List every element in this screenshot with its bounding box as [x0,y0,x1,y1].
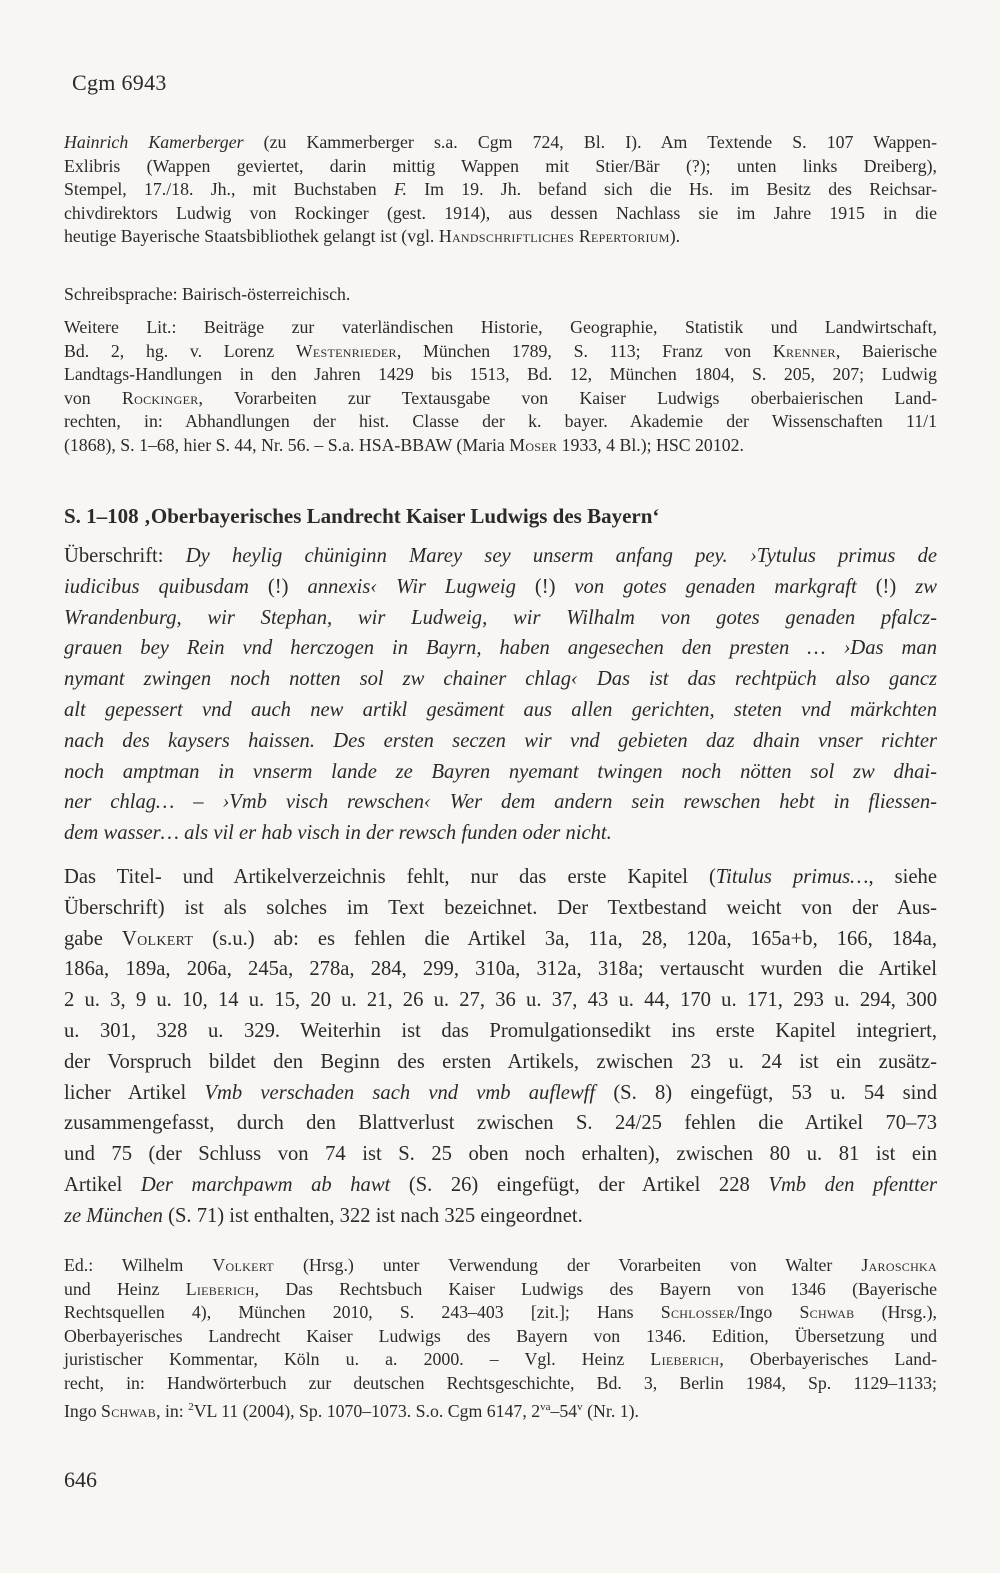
edition-line: juristischer Kommentar, Köln u. a. 2000. – Vgl. Heinz Lieberich, Oberbayerisches Land- [64,1349,937,1370]
edition-line: Oberbayerisches Landrecht Kaiser Ludwigs des Bayern von 1346. Edition, Übersetzung und [64,1325,937,1346]
edition-line: und Heinz Lieberich, Das Rechtsbuch Kaiser Ludwigs des Bayern von 1346 (Bayerische [64,1278,937,1299]
provenance-line: Exlibris (Wappen geviertet, darin mittig Wappen mit Stier/Bär (?); unten links Dreiberg), [64,155,937,176]
weitere-literatur-paragraph [64,316,937,458]
edition-line: Rechtsquellen 4), München 2010, S. 243–403 [zit.]; Hans Schlosser/Ingo Schwab (Hrsg.), [64,1302,937,1323]
beschreibung-line: Das Titel- und Artikelverzeichnis fehlt, nur das erste Kapitel (Titulus primus…, siehe [64,866,937,888]
beschreibung-line: licher Artikel Vmb verschaden sach vnd vmb auflewff (S. 8) eingefügt, 53 u. 54 sind [64,1081,937,1104]
beschreibung-line: 186a, 189a, 206a, 245a, 278a, 284, 299, 310a, 312a, 318a; vertauscht wurden die Artikel [64,958,937,981]
section-heading: S. 1–108 ‚Oberbayerisches Landrecht Kaiser Ludwigs des Bayern‘ [64,504,660,528]
literature-line: Weitere Lit.: Beiträge zur vaterländischen Historie, Geographie, Statistik und Landwirtschaft, [64,317,937,337]
ueberschrift-line: alt gepessert vnd auch new artikl gesäment aus allen gerichten, steten vnd märkchten [64,698,937,721]
running-head: Cgm 6943 [72,70,167,95]
ueberschrift-line: grauen bey Rein vnd herczogen in Bayrn, haben angesechen den presten … ›Das man [64,637,937,660]
provenance-line: chivdirektors Ludwig von Rockinger (gest. 1914), aus dessen Nachlass sie im Jahre 1915 in die [64,202,937,223]
literature-line: Landtags-Handlungen in den Jahren 1429 bis 1513, Bd. 12, München 1804, S. 205, 207; Ludwig [64,364,937,385]
ueberschrift-line: dem wasser… als vil er hab visch in der rewsch funden oder nicht. [64,822,612,845]
beschreibung-line: der Vorspruch bildet den Beginn des ersten Artikels, zwischen 23 u. 24 ist ein zusätz- [64,1050,937,1073]
provenance-line: heutige Bayerische Staatsbibliothek gelangt ist (vgl. Handschriftliches Repertorium). [64,226,681,247]
ueberschrift-line: nymant zwingen noch notten sol zw chainer chlag‹ Das ist das rechtpüch also gancz [64,668,937,691]
literature-line: Bd. 2, hg. v. Lorenz Westenrieder, München 1789, S. 113; Franz von Krenner, Baierische [64,340,938,361]
edition-line: Ingo Schwab, in: $^2$VL 11 (2004), Sp. 1070–1073. S.o. Cgm 6147, $2^{va}-54^v$ (Nr. 1). [64,1400,639,1421]
editionen-paragraph [64,1254,937,1423]
ueberschrift-paragraph [64,541,937,849]
ueberschrift-line: noch amptman in vnserm lande ze Bayren nyemant twingen noch nötten sol zw dhai- [64,760,937,783]
provenance-line: Hainrich Kamerberger (zu Kammerberger s.a. Cgm 724, Bl. I). Am Textende S. 107 Wappen- [64,132,937,152]
edition-line: Ed.: Wilhelm Volkert (Hrsg.) unter Verwendung der Vorarbeiten von Walter Jaroschka [64,1255,937,1275]
beschreibung-line: Überschrift) ist als solches im Text bezeichnet. Der Textbestand weicht von der Aus- [64,896,937,919]
beschreibung-line: 2 u. 3, 9 u. 10, 14 u. 15, 20 u. 21, 26 u. 27, 36 u. 37, 43 u. 44, 170 u. 171, 293 u. 294, 300 [64,989,937,1012]
ueberschrift-line: ner chlag… – ›Vmb visch rewschen‹ Wer dem andern sein rewschen hebt in fliessen- [64,791,938,814]
beschreibung-line: zusammengefasst, durch den Blattverlust zwischen S. 24/25 fehlen die Artikel 70–73 [64,1112,937,1135]
edition-line: recht, in: Handwörterbuch zur deutschen Rechtsgeschichte, Bd. 3, Berlin 1984, Sp. 1129–1133; [64,1372,937,1393]
literature-line: rechten, in: Abhandlungen der hist. Classe der k. bayer. Akademie der Wissenschaften 11/1 [64,411,937,432]
literature-line: von Rockinger, Vorarbeiten zur Textausgabe von Kaiser Ludwigs oberbaierischen Land- [64,387,938,408]
ueberschrift-line: iudicibus quibusdam (!) annexis‹ Wir Lugweig (!) von gotes genaden markgraft (!) zw [64,575,938,598]
beschreibung-line: und 75 (der Schluss von 74 ist S. 25 oben noch erhalten), zwischen 80 u. 81 ist ein [64,1143,937,1166]
schreibsprache-line: Schreibsprache: Bairisch-österreichisch. [64,284,351,304]
literature-line: (1868), S. 1–68, hier S. 44, Nr. 56. – S.a. HSA-BBAW (Maria Moser 1933, 4 Bl.); HSC 20102. [64,434,744,455]
page-number: 646 [64,1467,97,1492]
beschreibung-line: gabe Volkert (s.u.) ab: es fehlen die Artikel 3a, 11a, 28, 120a, 165a+b, 166, 184a, [64,927,937,950]
beschreibung-paragraph [64,862,937,1232]
beschreibung-line: Artikel Der marchpawm ab hawt (S. 26) eingefügt, der Artikel 228 Vmb den pfentter [64,1173,937,1196]
ueberschrift-line: Wrandenburg, wir Stephan, wir Ludweig, wir Wilhalm von gotes genaden pfalcz- [64,606,937,629]
ueberschrift-line: nach des kaysers haissen. Des ersten seczen wir vnd gebieten daz dhain vnser richter [64,729,937,752]
ueberschrift-line: Überschrift: Dy heylig chüniginn Marey sey unserm anfang pey. ›Tytulus primus de [64,545,938,567]
beschreibung-line: u. 301, 328 u. 329. Weiterhin ist das Promulgationsedikt ins erste Kapitel integriert, [64,1019,937,1042]
provenance-line: Stempel, 17./18. Jh., mit Buchstaben F. Im 19. Jh. befand sich die Hs. im Besitz des Reichsar- [64,179,937,200]
provenance-paragraph [64,131,937,249]
beschreibung-line: ze München (S. 71) ist enthalten, 322 ist nach 325 eingeordnet. [64,1204,583,1227]
page [64,0,937,1573]
